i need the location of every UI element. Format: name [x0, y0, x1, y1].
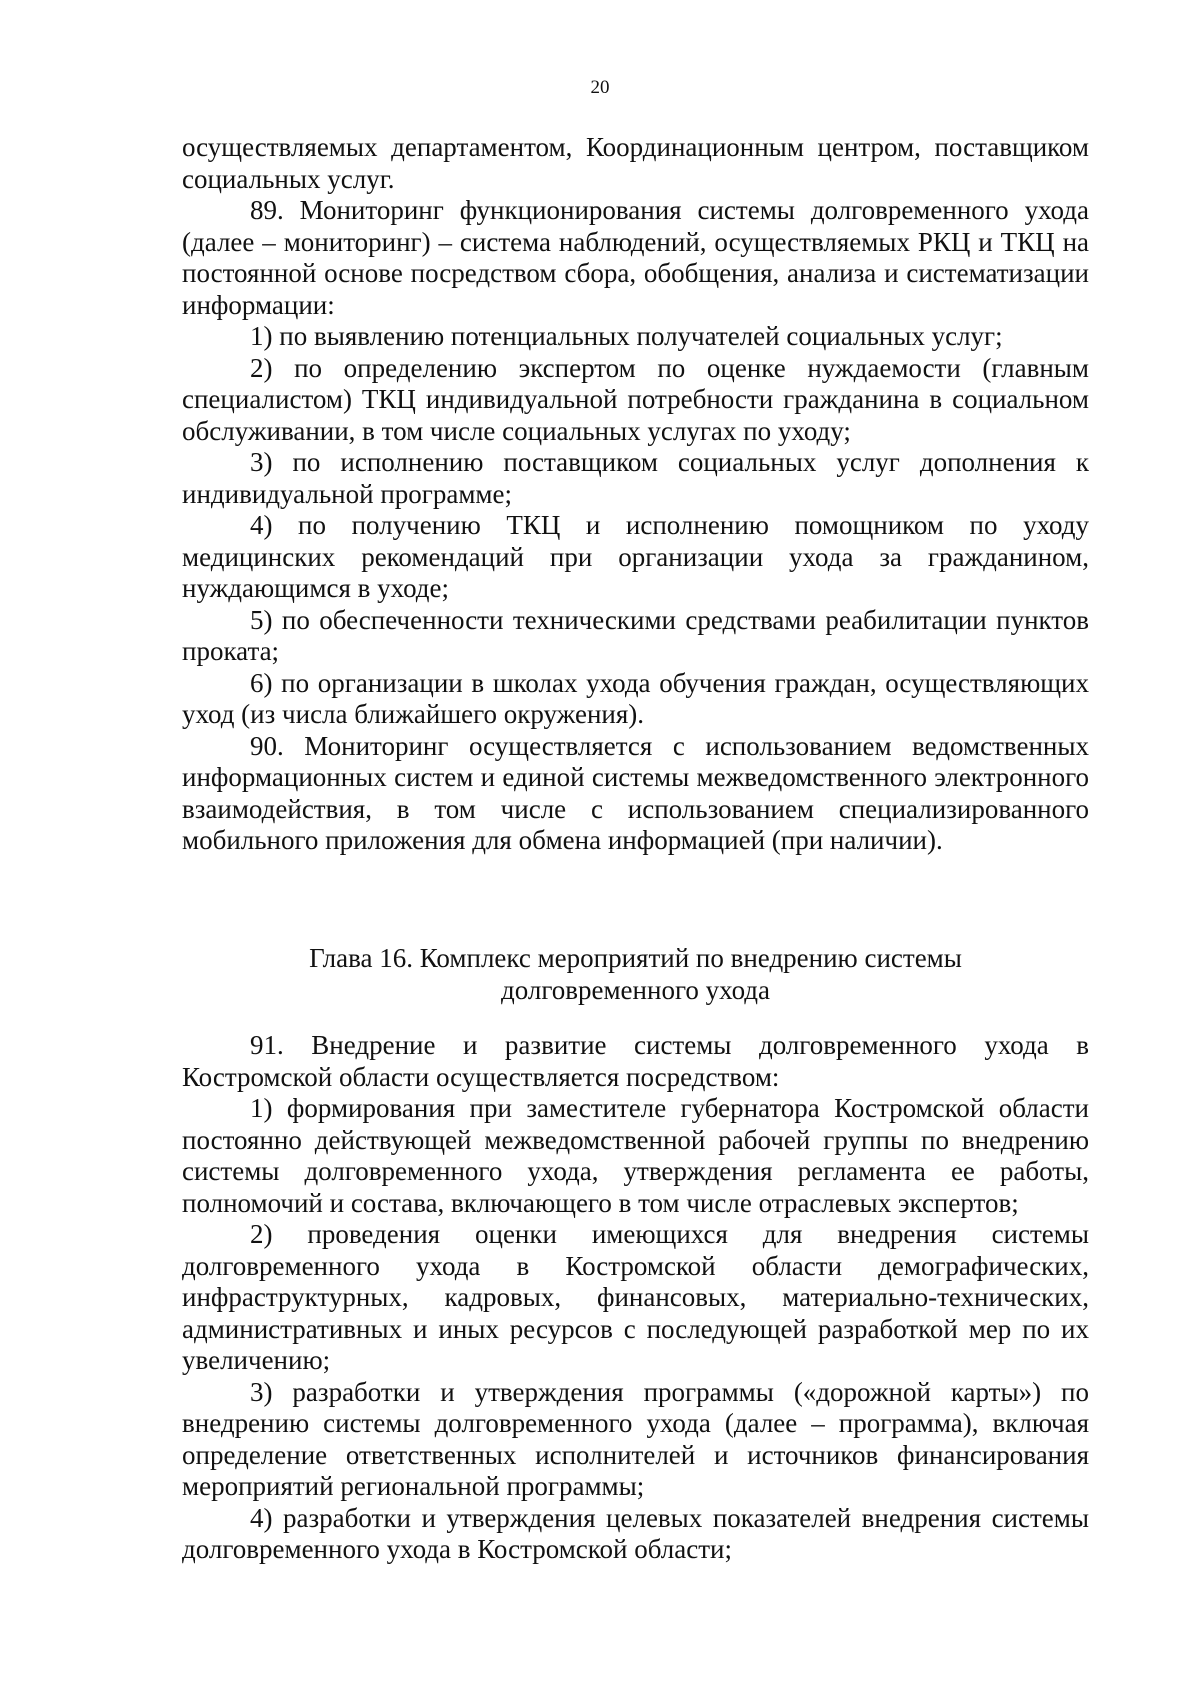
list-item-89-6: 6) по организации в школах ухода обучения граждан, осуществляющих уход (из числа ближайшего окружения).	[182, 667, 1089, 729]
list-item-91-2: 2) проведения оценки имеющихся для внедрения системы долговременного ухода в Костромской области демографических, инфраструктурных, кадровых, финансовых, материально-технических, административных и иных ресурсов с последующей разработкой мер по их увеличению;	[182, 1219, 1089, 1375]
paragraph-89: 89. Мониторинг функционирования системы долговременного ухода (далее – мониторинг) – система наблюдений, осуществляемых РКЦ и ТКЦ на постоянной основе посредством сбора, обобщения, анализа и систематизации информации:	[182, 195, 1089, 320]
list-item-91-4: 4) разработки и утверждения целевых показателей внедрения системы долговременного ухода в Костромской области;	[182, 1502, 1089, 1564]
chapter-heading-line-2: долговременного ухода	[500, 974, 771, 1005]
chapter-heading	[182, 943, 1089, 1006]
paragraph-90: 90. Мониторинг осуществляется с использованием ведомственных информационных систем и единой системы межведомственного электронного взаимодействия, в том числе с использованием специализированного мобильного приложения для обмена информацией (при наличии).	[182, 730, 1089, 855]
list-item-89-3: 3) по исполнению поставщиком социальных услуг дополнения к индивидуальной программе;	[182, 447, 1089, 509]
list-item-91-1: 1) формирования при заместителе губернатора Костромской области постоянно действующей межведомственной рабочей группы по внедрению системы долговременного ухода, утверждения регламента ее работы, полномочий и состава, включающего в том числе отраслевых экспертов;	[182, 1093, 1089, 1218]
body-text-top	[182, 132, 1089, 857]
page-number: 20	[590, 77, 610, 98]
list-item-91-3: 3) разработки и утверждения программы («дорожной карты») по внедрению системы долговременного ухода (далее – программа), включая определение ответственных исполнителей и источников финансирования мероприятий региональной программы;	[182, 1376, 1089, 1501]
paragraph-91: 91. Внедрение и развитие системы долговременного ухода в Костромской области осуществляется посредством:	[182, 1030, 1089, 1092]
list-item-89-4: 4) по получению ТКЦ и исполнению помощником по уходу медицинских рекомендаций при организации ухода за гражданином, нуждающимся в уходе;	[182, 510, 1089, 603]
list-item-89-5: 5) по обеспеченности техническими средствами реабилитации пунктов проката;	[182, 604, 1089, 666]
list-item-89-1: 1) по выявлению потенциальных получателей социальных услуг;	[250, 321, 1003, 351]
list-item-89-2: 2) по определению экспертом по оценке нуждаемости (главным специалистом) ТКЦ индивидуальной потребности гражданина в социальном обслуживании, в том числе социальных услугах по уходу;	[182, 352, 1089, 446]
body-text-bottom	[182, 1030, 1089, 1566]
paragraph-continuation: осуществляемых департаментом, Координационным центром, поставщиком социальных услуг.	[182, 132, 1089, 194]
chapter-heading-line-1: Глава 16. Комплекс мероприятий по внедрению системы	[309, 943, 962, 973]
